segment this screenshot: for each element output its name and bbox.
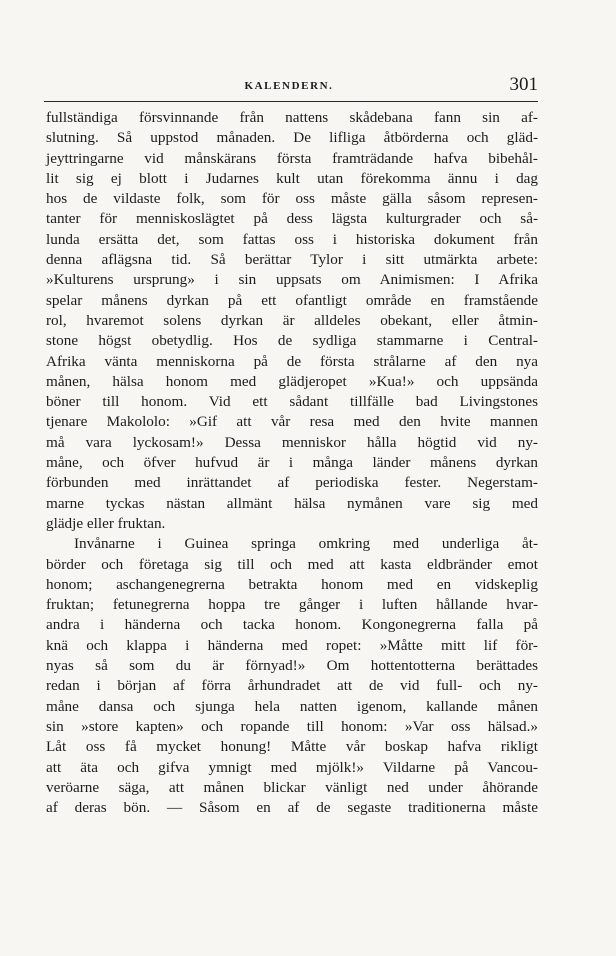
text-line: andra i händerna och tacka honom. Kongonegrerna falla på [46, 616, 538, 634]
text-line: slutning. Så uppstod månaden. De lifliga åtbörderna och gläd- [46, 129, 538, 147]
text-line: lit sig ej blott i Judarnes kult utan förekomma ännu i dag [46, 169, 538, 187]
text-line: denna aflägsna tid. Så berättar Tylor i sitt utmärkta arbete: [46, 251, 538, 269]
text-line: redan i början af förra århundradet att de vid full- och ny- [46, 677, 538, 695]
text-line: honom; aschangenegrerna betrakta honom med en vidskeplig [46, 575, 538, 593]
text-line: börder och företaga sig till och med att kasta eldbränder emot [46, 555, 538, 573]
page-number: 301 [509, 74, 538, 95]
text-line: Invånarne i Guinea springa omkring med underliga åt- [74, 535, 538, 553]
text-line: måne dansa och sjunga hela natten igenom, kallande månen [46, 697, 538, 715]
text-line: marne tyckas nästan allmänt hälsa nymånen vare sig med [46, 494, 538, 512]
text-line: måne, och öfver hufvud är i många länder månens dyrkan [46, 454, 538, 472]
text-line: fullständiga försvinnande från nattens skådebana fann sin af- [46, 109, 538, 126]
text-line: tjenare Makololo: »Gif att vår resa med den hvite mannen [46, 413, 538, 431]
text-line: fruktan; fetunegrerna hoppa tre gånger i luften hållande hvar- [46, 596, 538, 614]
text-line: stone högst obetydlig. Hos de sydliga stammarne i Central- [46, 332, 538, 350]
text-line: knä och klappa i händerna med ropet: »Måtte mitt lif för- [46, 636, 538, 654]
text-line: lunda ersätta det, som fattas oss i historiska dokument från [46, 230, 538, 248]
text-line: sin »store kapten» och ropande till honom: »Var oss hälsad.» [46, 717, 538, 735]
text-line: Låt oss få mycket honung! Måtte vår boskap hafva rikligt [46, 738, 538, 756]
text-line: nyas så som du är förnyad!» Om hottentotterna berättades [46, 657, 538, 675]
running-title: KALENDERN. [244, 80, 334, 92]
text-line: hos de vildaste folk, som för oss måste gälla såsom represen- [46, 190, 538, 208]
body-text [46, 108, 538, 818]
text-line: veröarne säga, att månen blickar vänligt ned under åhörande [46, 778, 538, 796]
text-line: må vara lyckosam!» Dessa menniskor hålla högtid vid ny- [46, 433, 538, 451]
text-line: Afrika vänta menniskorna på de första strålarne af den nya [46, 352, 538, 370]
text-line: jeyttringarne vid månskärans första framträdande hafva bibehål- [46, 149, 538, 167]
text-line: månen, hälsa honom med glädjeropet »Kua!» och uppsända [46, 372, 538, 390]
text-line: spelar månens dyrkan på ett ofantligt område en framstående [46, 291, 538, 309]
text-line: böner till honom. Vid ett sådant tillfälle bad Livingstones [46, 393, 538, 411]
text-line: förbunden med inrättandet af periodiska fester. Negerstam- [46, 474, 538, 492]
text-line: tanter för menniskoslägtet på dess lägsta kulturgrader och så- [46, 210, 538, 228]
text-line: glädje eller fruktan. [46, 514, 166, 532]
running-head [40, 74, 538, 98]
header-rule [44, 101, 538, 102]
text-line: att äta och gifva ymnigt med mjölk!» Vildarne på Vancou- [46, 758, 538, 776]
text-line: af deras bön. — Såsom en af de segaste traditionerna måste [46, 799, 538, 817]
text-line: »Kulturens ursprung» i sin uppsats om Animismen: I Afrika [46, 271, 538, 289]
text-line: rol, hvaremot solens dyrkan är alldeles obekant, eller åtmin- [46, 311, 538, 329]
